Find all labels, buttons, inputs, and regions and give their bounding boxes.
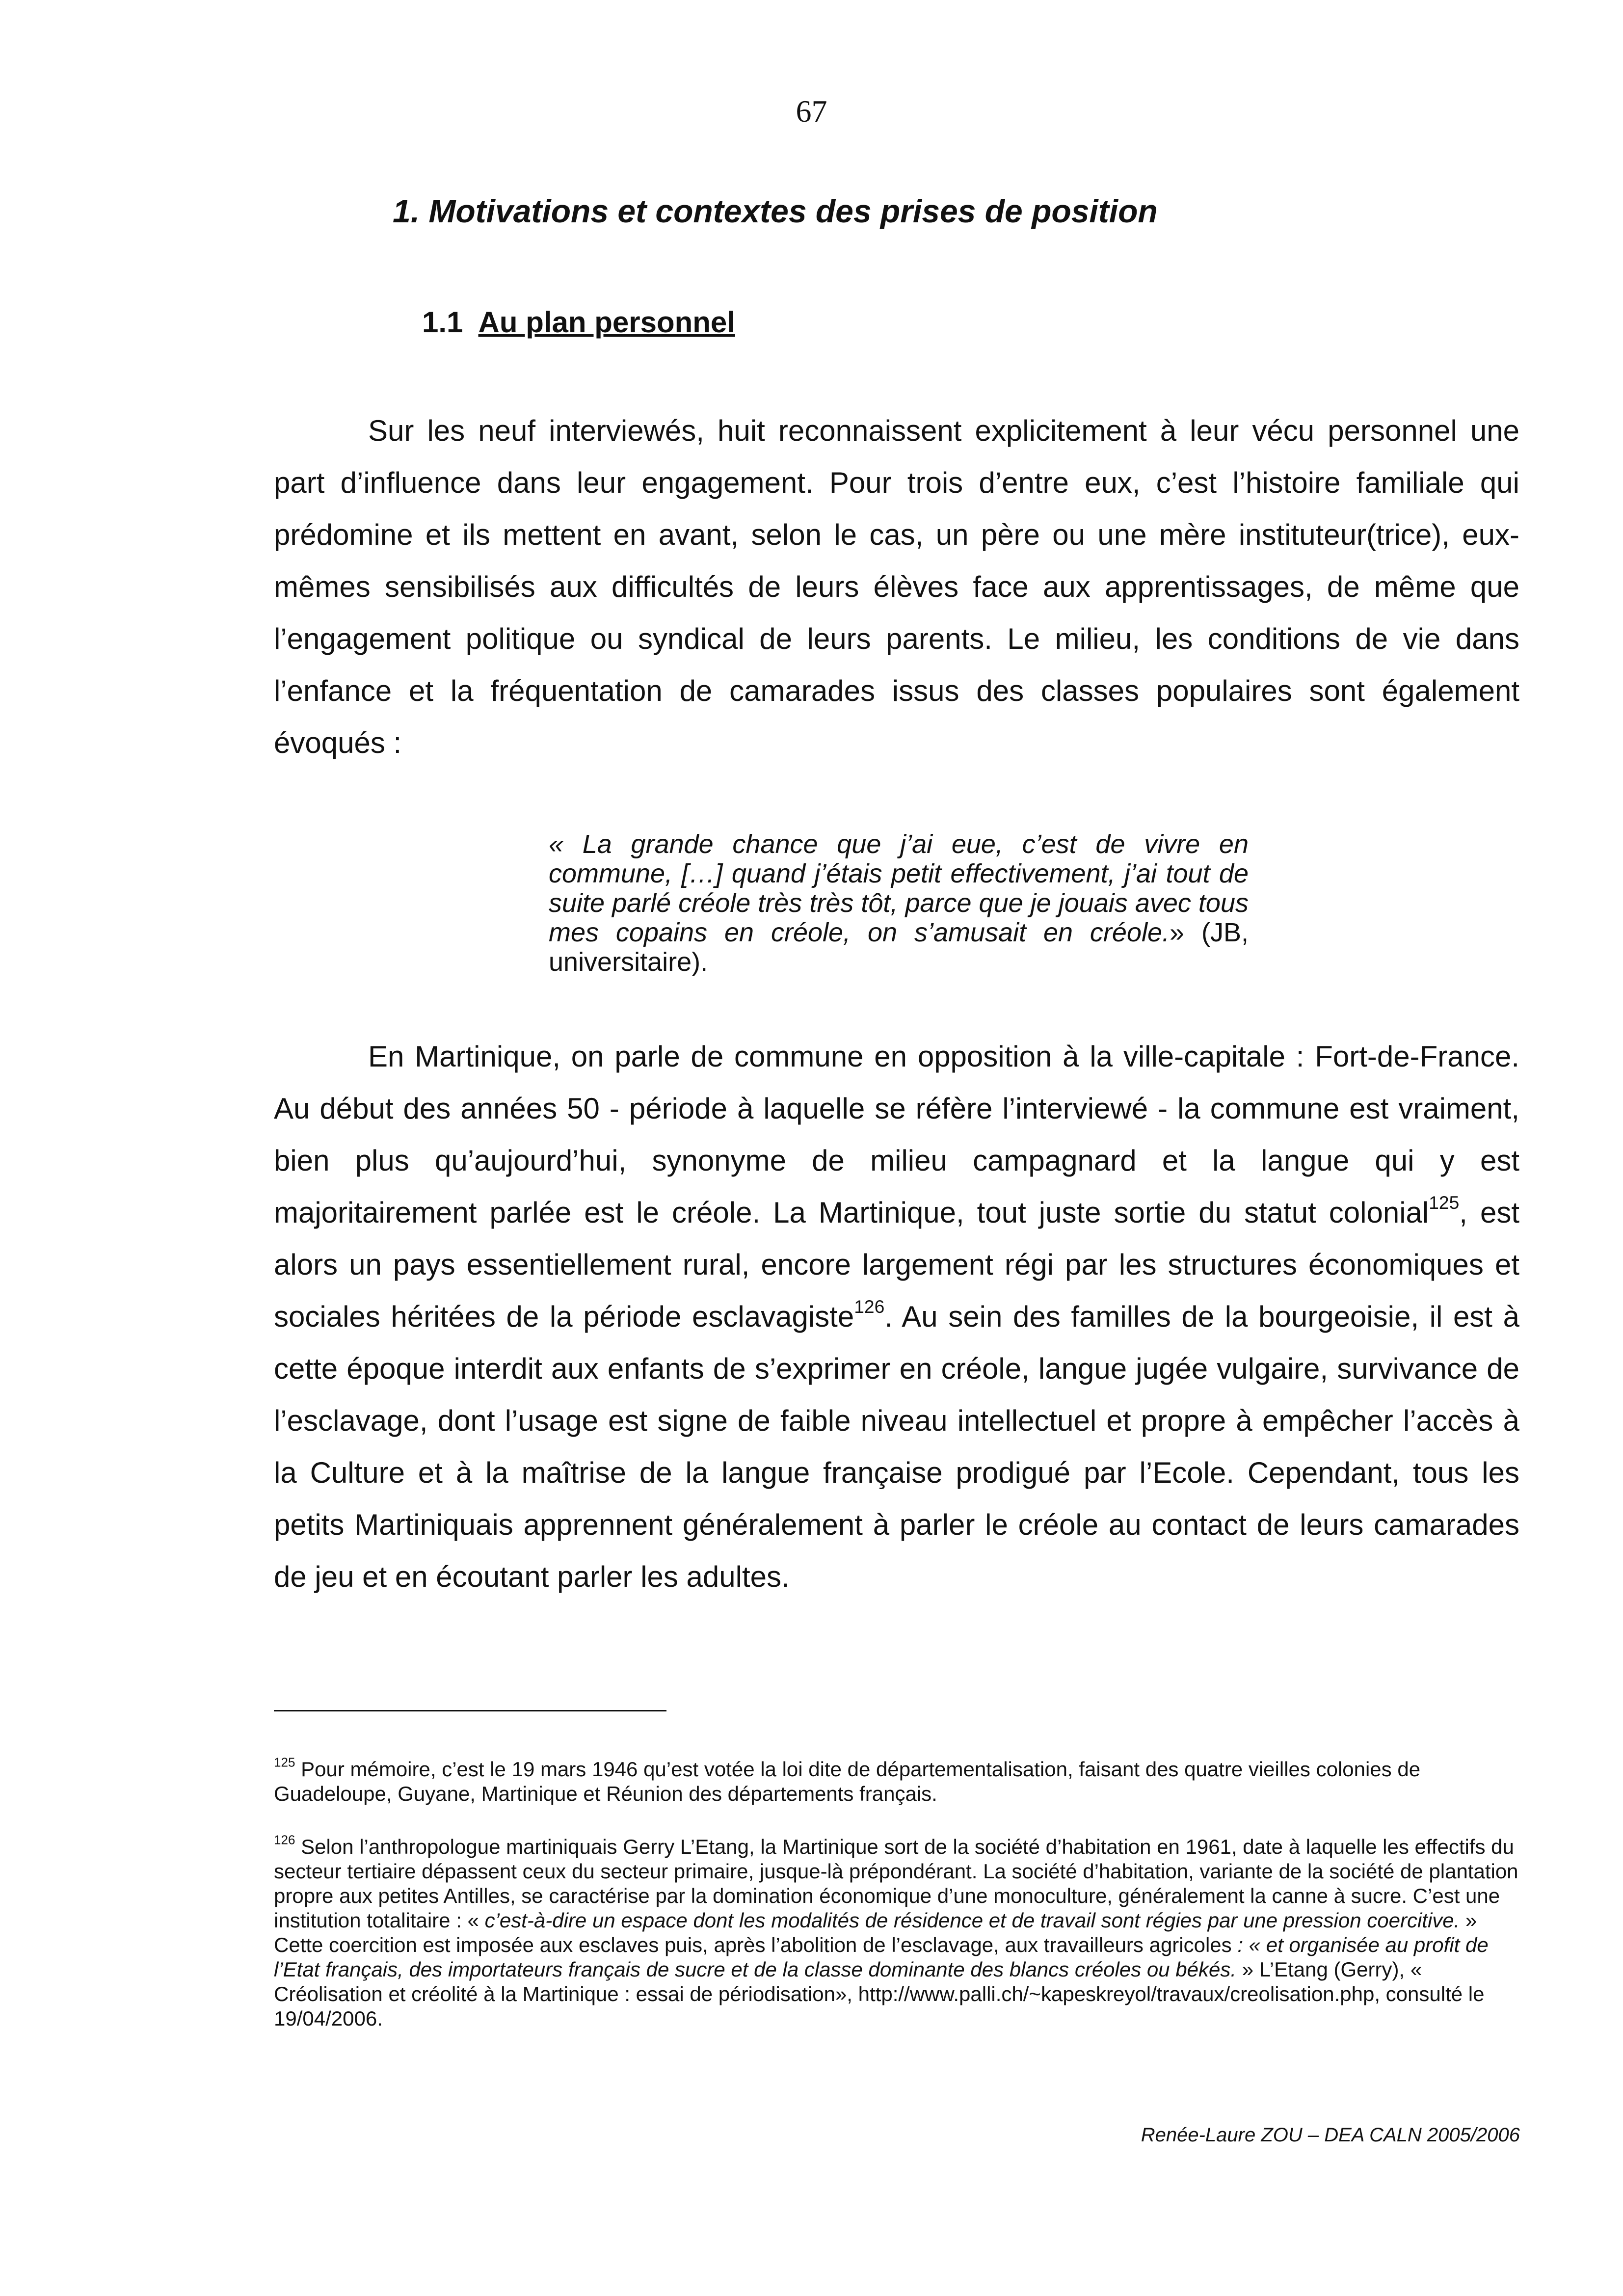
footnote-ref-125[interactable]: 125 — [1429, 1192, 1460, 1213]
paragraph-2-part-2: , est alors un pays essentiellement rural, encore largement régi par les structures économiques et sociales héritées de la période esclavagiste — [274, 1196, 1519, 1333]
section-heading: 1. Motivations et contextes des prises de position — [393, 193, 1158, 229]
quote-open: « — [549, 829, 583, 859]
subsection-number: 1.1 — [422, 306, 463, 339]
footnote-number: 125 — [274, 1755, 295, 1770]
footnote-separator — [274, 1710, 666, 1711]
footnote-ref-126[interactable]: 126 — [854, 1296, 885, 1317]
subsection-heading — [422, 305, 735, 339]
quote-close: » — [1170, 918, 1201, 947]
footnote-text: » L’Etang (Gerry), « Créolisation et créolité à la Martinique : essai de périodisation», http://www.palli.ch/~kapeskreyol/travaux/creolisation.php, consulté le 19/04/2006. — [274, 1958, 1485, 2030]
interview-quote — [549, 829, 1249, 977]
footnote-text: » Cette coercition est imposée aux esclaves puis, après l’abolition de l’esclavage, aux travailleurs agricoles — [274, 1909, 1477, 1956]
footnote-italic-quote: : « et organisée au profit de l’Etat français, des importateurs français de sucre et de la classe dominante des blancs créoles ou békés. — [274, 1933, 1489, 1981]
footnote-number: 126 — [274, 1832, 295, 1847]
page-number: 67 — [796, 94, 827, 129]
footnote-text: Selon l’anthropologue martiniquais Gerry L’Etang, la Martinique sort de la société d’habitation en 1961, date à laquelle les effectifs du secteur tertiaire dépassent ceux du secteur primaire, jusque-là prépondérant. La société d’habitation, variante de la société de plantation propre aux petites Antilles, se caractérise par la domination économique d’une monoculture, généralement la canne à sucre. C’est une institution totalitaire : « — [274, 1835, 1518, 1932]
subsection-title: Au plan personnel — [478, 306, 735, 339]
quote-attribution: (JB, universitaire). — [549, 918, 1249, 977]
paragraph-2-part-3: . Au sein des familles de la bourgeoisie, il est à cette époque interdit aux enfants de s’exprimer en créole, langue jugée vulgaire, survivance de l’esclavage, dont l’usage est signe de faible niveau intellectuel et propre à empêcher l’accès à la Culture et à la maîtrise de la langue française prodigué par l’Ecole. Cependant, tous les petits Martiniquais apprennent généralement à parler le créole au contact de leurs camarades de jeu et en écoutant parler les adultes. — [274, 1300, 1519, 1593]
paragraph-1-text: Sur les neuf interviewés, huit reconnaissent explicitement à leur vécu personnel une part d’influence dans leur engagement. Pour trois d’entre eux, c’est l’histoire familiale qui prédomine et ils mettent en avant, selon le cas, un père ou une mère instituteur(trice), eux-mêmes sensibilisés aux difficultés de leurs élèves face aux apprentissages, de même que l’engagement politique ou syndical de leurs parents. Le milieu, les conditions de vie dans l’enfance et la fréquentation de camarades issus des classes populaires sont également évoqués : — [274, 414, 1519, 759]
footnote-italic-quote: c’est-à-dire un espace dont les modalités de résidence et de travail sont régies par une pression coercitive. — [484, 1909, 1460, 1932]
paragraph-2 — [274, 1031, 1519, 1603]
quote-text: La grande chance que j’ai eue, c’est de vivre en commune, […] quand j’étais petit effectivement, j’ai tout de suite parlé créole très très tôt, parce que je jouais avec tous mes copains en créole, on s’amusait en créole. — [549, 829, 1249, 947]
paragraph-2-part-1: En Martinique, on parle de commune en opposition à la ville-capitale : Fort-de-France. Au début des années 50 - période à laquelle se réfère l’interviewé - la commune est vraiment, bien plus qu’aujourd’hui, synonyme de milieu campagnard et la langue qui y est majoritairement parlée est le créole. La Martinique, tout juste sortie du statut colonial — [274, 1040, 1519, 1229]
paragraph-1 — [274, 405, 1519, 769]
footnote-126 — [274, 1832, 1525, 2031]
page-footer: Renée-Laure ZOU – DEA CALN 2005/2006 — [1141, 2124, 1520, 2146]
footnote-text: Pour mémoire, c’est le 19 mars 1946 qu’est votée la loi dite de départementalisation, faisant des quatre vieilles colonies de Guadeloupe, Guyane, Martinique et Réunion des départements français. — [274, 1758, 1421, 1805]
footnote-125 — [274, 1757, 1525, 1806]
